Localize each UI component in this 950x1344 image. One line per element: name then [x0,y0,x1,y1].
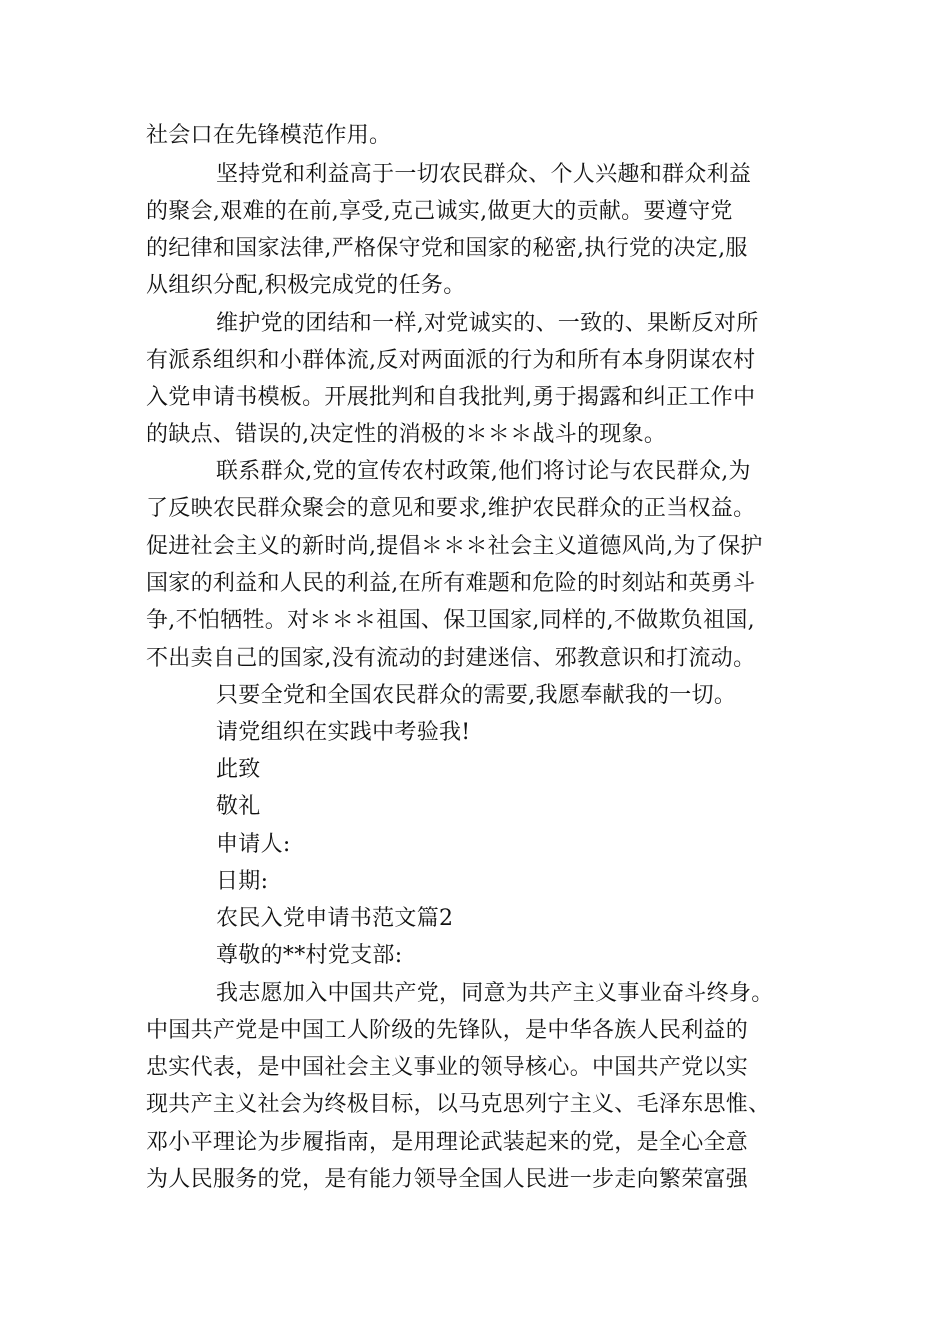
text-line: 不出卖自己的国家,没有流动的封建迷信、邪教意识和打流动。 [146,646,756,671]
text-line: 促进社会主义的新时尚,提倡＊＊＊社会主义道德风尚,为了保护 [146,534,763,559]
text-line: 中国共产党是中国工人阶级的先锋队，是中华各族人民利益的 [146,1018,749,1043]
paragraph-start: 只要全党和全国农民群众的需要,我愿奉献我的一切。 [216,683,737,708]
text-line: 忠实代表，是中国社会主义事业的领导核心。中国共产党以实 [146,1055,749,1080]
text-line: 有派系组织和小群体流,反对两面派的行为和所有本身阴谋农村 [146,348,756,373]
text-line: 从组织分配,积极完成党的任务。 [146,273,466,298]
paragraph-start: 我志愿加入中国共产党，同意为共产主义事业奋斗终身。 [216,981,774,1006]
section-title: 农民入党申请书范文篇2 [216,906,454,931]
paragraph-start: 坚持党和利益高于一切农民群众、个人兴趣和群众利益 [216,162,752,187]
salutation-cizhi: 此致 [216,757,261,782]
text-line: 了反映农民群众聚会的意见和要求,维护农民群众的正当权益。 [146,496,756,521]
salutation-jingli: 敬礼 [216,794,261,819]
closing-line: 请党组织在实践中考验我! [216,720,471,745]
text-line: 的聚会,艰难的在前,享受,克己诚实,做更大的贡献。要遵守党 [146,199,733,224]
text-line: 的缺点、错误的,决定性的消极的＊＊＊战斗的现象。 [146,422,667,447]
text-line: 入党申请书模板。开展批判和自我批判,勇于揭露和纠正工作中 [146,385,756,410]
paragraph-start: 联系群众,党的宣传农村政策,他们将讨论与农民群众,为 [216,459,751,484]
letter-greeting: 尊敬的**村党支部: [216,943,403,968]
text-line: 社会口在先锋模范作用。 [146,123,392,148]
text-line: 国家的利益和人民的利益,在所有难题和危险的时刻站和英勇斗 [146,571,756,596]
paragraph-start: 维护党的团结和一样,对党诚实的、一致的、果断反对所 [216,311,759,336]
text-line: 的纪律和国家法律,严格保守党和国家的秘密,执行党的决定,服 [146,236,748,261]
text-line: 为人民服务的党，是有能力领导全国人民进一步走向繁荣富强 [146,1167,749,1192]
text-line: 争,不怕牺牲。对＊＊＊祖国、保卫国家,同样的,不做欺负祖国, [146,608,755,633]
text-line: 现共产主义社会为终极目标，以马克思列宁主义、毛泽东思惟、 [146,1092,771,1117]
text-line: 邓小平理论为步履指南，是用理论武装起来的党，是全心全意 [146,1130,749,1155]
applicant-label: 申请人: [216,832,291,857]
date-label: 日期: [216,869,269,894]
